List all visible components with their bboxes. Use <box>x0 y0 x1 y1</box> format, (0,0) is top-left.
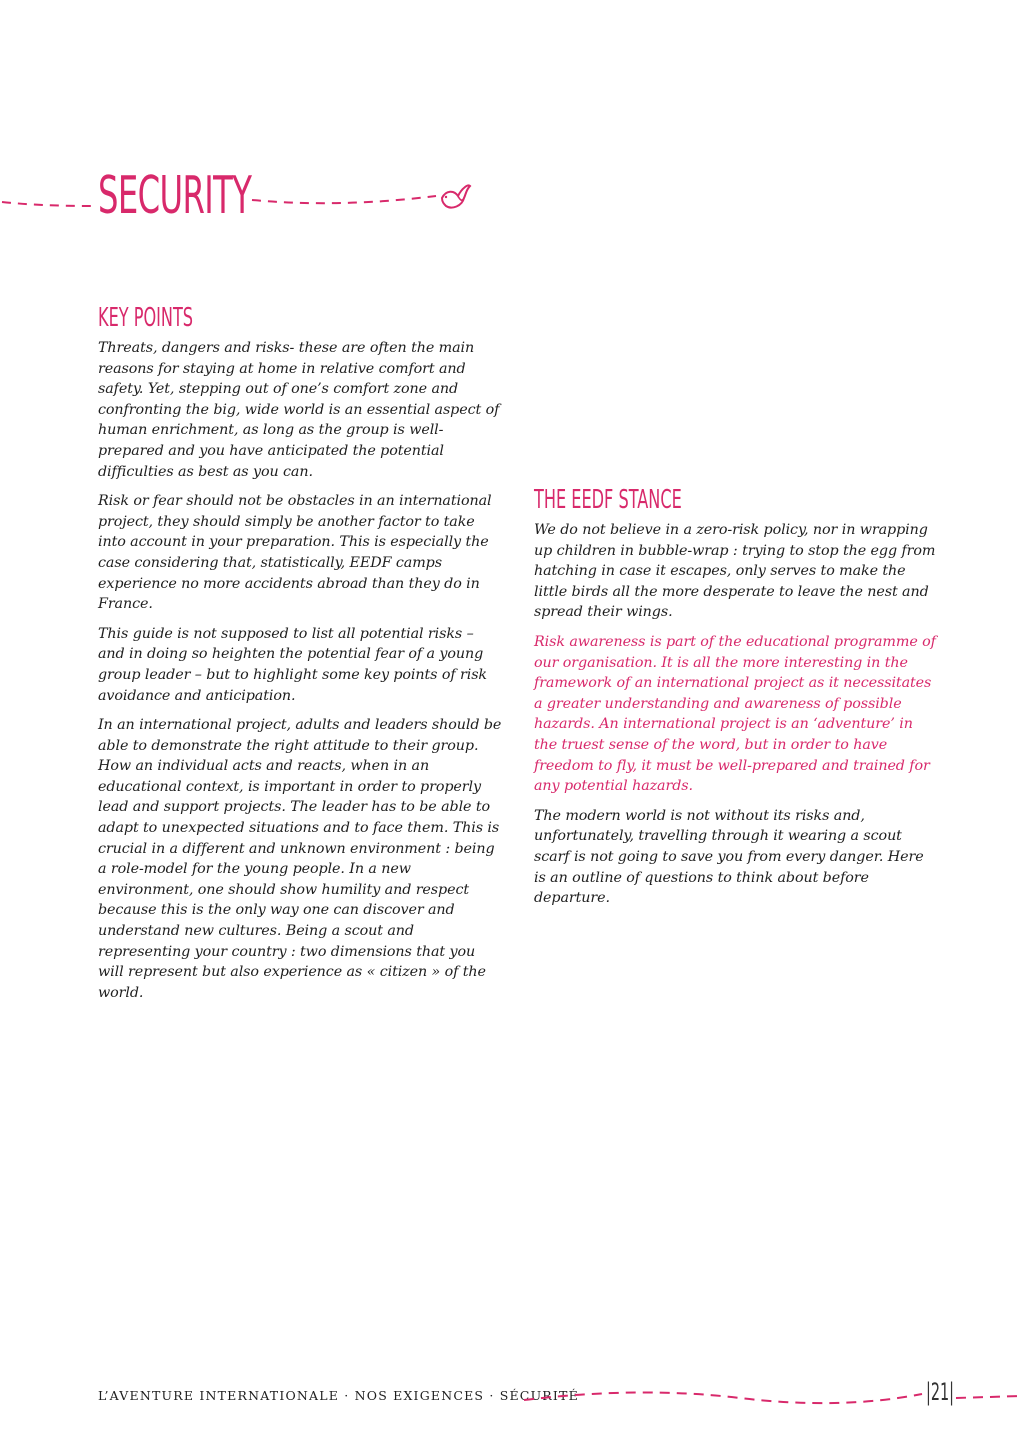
key-points-section <box>98 302 502 1012</box>
eedf-stance-section <box>534 484 938 918</box>
page-number: |21| <box>926 1378 955 1406</box>
paragraph: In an international project, adults and leaders should be able to demonstrate the right attitude to their group. How an individual acts and reacts, when in an educational context, is important in order to properly lead and support projects. The leader has to be able to adapt to unexpected situations and to face them. This is crucial in a different and unknown environment : being a role-model for the young people. In a new environment, one should show humility and respect because this is the only way one can discover and understand new cultures. Being a scout and representing your country : two dimensions that you will represent but also experience as « citizen » of the world. <box>98 717 502 1001</box>
page-title: SECURITY <box>98 166 252 226</box>
paragraph: Risk or fear should not be obstacles in an international project, they should simply be another factor to take into account in your preparation. This is especially the case considering that, statistically, EEDF camps experience no more accidents abroad than they do in France. <box>98 493 492 613</box>
highlighted-paragraph: Risk awareness is part of the educational programme of our organisation. It is all the more interesting in the framework of an international project as it necessitates a greater understanding and awareness of possible hazards. An international project is an ‘adventure’ in the truest sense of the word, but in order to have freedom to fly, it must be well-prepared and trained for any potential hazards. <box>534 633 936 795</box>
paragraph: This guide is not supposed to list all potential risks – and in doing so heighten the potential fear of a young group leader – but to highlight some key points of risk avoidance and anticipation. <box>98 625 487 704</box>
section-heading-eedf-stance: THE EEDF STANCE <box>534 485 682 515</box>
footer-breadcrumb: L’AVENTURE INTERNATIONALE · NOS EXIGENCES · SÉCURITÉ <box>98 1388 579 1403</box>
paragraph: Threats, dangers and risks- these are often the main reasons for staying at home in relative comfort and safety. Yet, stepping out of one’s comfort zone and confronting the big, wide world is an essential aspect of human enrichment, as long as the group is well-prepared and you have anticipated the potential difficulties as best as you can. <box>98 340 500 480</box>
paragraph: We do not believe in a zero-risk policy, nor in wrapping up children in bubble-wrap : trying to stop the egg from hatching in case it escapes, only serves to make the little birds all the more desperate to leave the nest and spread their wings. <box>534 522 936 621</box>
bird-icon <box>442 185 470 207</box>
section-heading-key-points: KEY POINTS <box>98 303 194 333</box>
paragraph: The modern world is not without its risks and, unfortunately, travelling through it wearing a scout scarf is not going to save you from every danger. Here is an outline of questions to think about before departure. <box>534 807 924 907</box>
